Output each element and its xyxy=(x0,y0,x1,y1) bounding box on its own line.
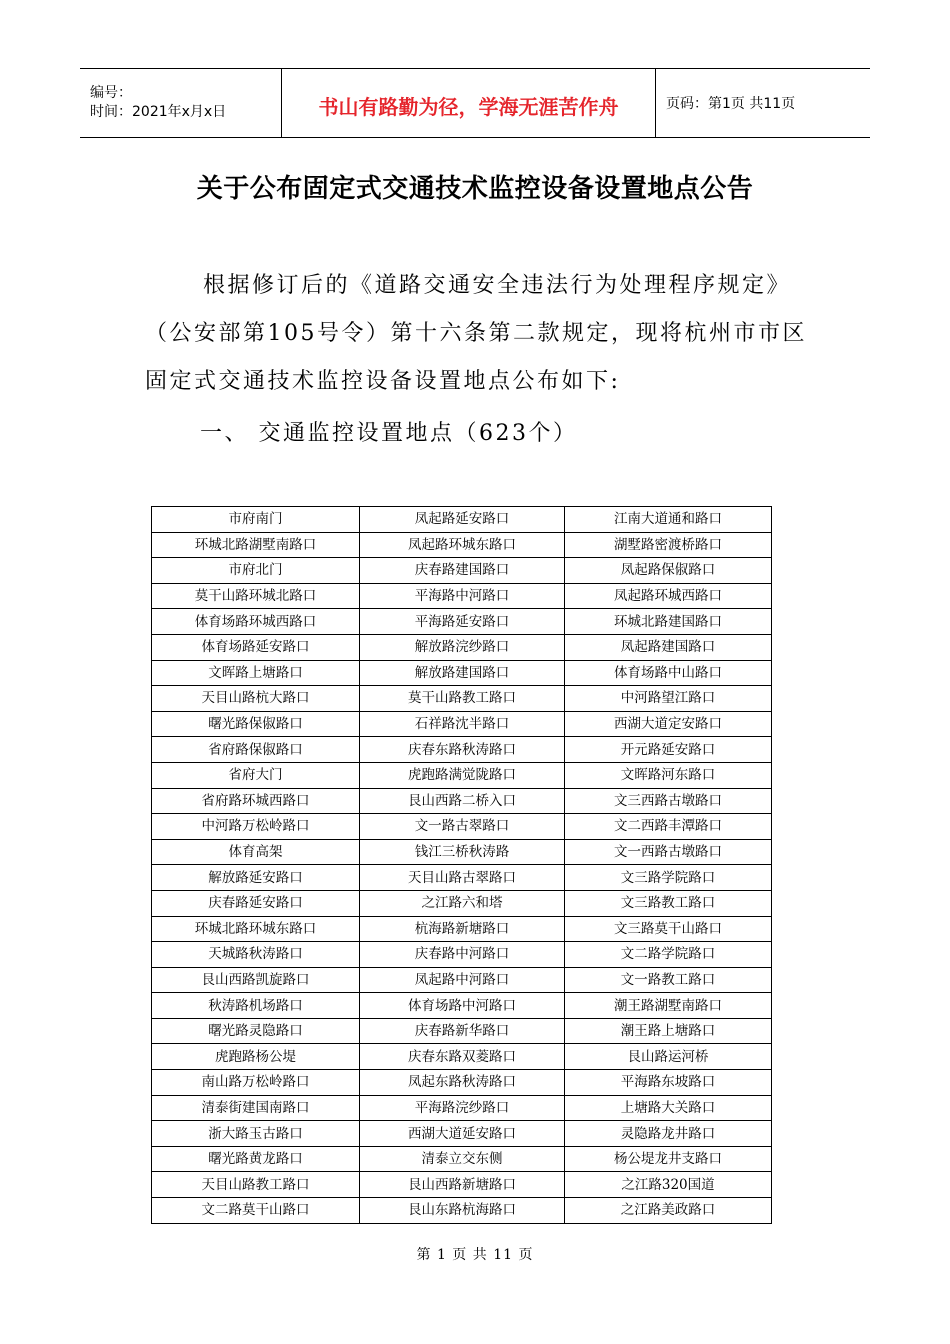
table-cell: 庆春东路双菱路口 xyxy=(360,1044,565,1070)
table-cell: 西湖大道延安路口 xyxy=(360,1121,565,1147)
document-header xyxy=(80,68,870,138)
table-cell: 中河路万松岭路口 xyxy=(152,814,360,840)
table-row xyxy=(152,660,772,686)
table-cell: 曙光路保俶路口 xyxy=(152,711,360,737)
table-cell: 曙光路灵隐路口 xyxy=(152,1018,360,1044)
table-cell: 体育场路环城西路口 xyxy=(152,609,360,635)
table-row xyxy=(152,1018,772,1044)
table-cell: 体育高架 xyxy=(152,839,360,865)
table-cell: 莫干山路环城北路口 xyxy=(152,583,360,609)
table-cell: 开元路延安路口 xyxy=(565,737,772,763)
table-row xyxy=(152,711,772,737)
table-cell: 文晖路河东路口 xyxy=(565,762,772,788)
table-cell: 文一西路古墩路口 xyxy=(565,839,772,865)
table-row xyxy=(152,1198,772,1224)
table-cell: 曙光路黄龙路口 xyxy=(152,1146,360,1172)
table-cell: 秋涛路机场路口 xyxy=(152,993,360,1019)
table-cell: 江南大道通和路口 xyxy=(565,507,772,533)
table-cell: 平海路浣纱路口 xyxy=(360,1095,565,1121)
table-cell: 浙大路玉古路口 xyxy=(152,1121,360,1147)
table-row xyxy=(152,634,772,660)
table-cell: 庆春路新华路口 xyxy=(360,1018,565,1044)
document-title: 关于公布固定式交通技术监控设备设置地点公告 xyxy=(196,174,754,204)
table-cell: 潮王路湖墅南路口 xyxy=(565,993,772,1019)
section-heading: 一、 交通监控设置地点（623个） xyxy=(200,421,578,446)
table-cell: 环城北路湖墅南路口 xyxy=(152,532,360,558)
table-cell: 环城北路建国路口 xyxy=(565,609,772,635)
table-cell: 文二西路丰潭路口 xyxy=(565,814,772,840)
table-row xyxy=(152,1146,772,1172)
table-row xyxy=(152,558,772,584)
table-cell: 文三路教工路口 xyxy=(565,890,772,916)
table-cell: 中河路望江路口 xyxy=(565,686,772,712)
table-row xyxy=(152,865,772,891)
table-row xyxy=(152,583,772,609)
table-cell: 省府路环城西路口 xyxy=(152,788,360,814)
table-row xyxy=(152,1121,772,1147)
table-cell: 文一路教工路口 xyxy=(565,967,772,993)
table-cell: 文三路学院路口 xyxy=(565,865,772,891)
table-cell: 文三路莫干山路口 xyxy=(565,916,772,942)
table-cell: 艮山西路凯旋路口 xyxy=(152,967,360,993)
table-row xyxy=(152,839,772,865)
table-cell: 杭海路新塘路口 xyxy=(360,916,565,942)
table-cell: 平海路中河路口 xyxy=(360,583,565,609)
table-cell: 凤起路延安路口 xyxy=(360,507,565,533)
header-motto: 书山有路勤为径，学海无涯苦作舟 xyxy=(282,69,656,137)
table-cell: 凤起路中河路口 xyxy=(360,967,565,993)
intro-paragraph xyxy=(145,262,815,406)
table-cell: 天目山路教工路口 xyxy=(152,1172,360,1198)
table-cell: 艮山路运河桥 xyxy=(565,1044,772,1070)
table-cell: 石祥路沈半路口 xyxy=(360,711,565,737)
table-cell: 庆春路中河路口 xyxy=(360,942,565,968)
table-cell: 灵隐路龙井路口 xyxy=(565,1121,772,1147)
table-cell: 平海路东坡路口 xyxy=(565,1070,772,1096)
table-row xyxy=(152,532,772,558)
table-cell: 钱江三桥秋涛路 xyxy=(360,839,565,865)
location-table xyxy=(151,506,772,1224)
table-cell: 清泰立交东侧 xyxy=(360,1146,565,1172)
table-cell: 凤起东路秋涛路口 xyxy=(360,1070,565,1096)
table-row xyxy=(152,1070,772,1096)
header-meta xyxy=(80,69,282,137)
table-cell: 杨公堤龙井支路口 xyxy=(565,1146,772,1172)
table-row xyxy=(152,814,772,840)
table-cell: 庆春路建国路口 xyxy=(360,558,565,584)
table-cell: 平海路延安路口 xyxy=(360,609,565,635)
table-cell: 庆春路延安路口 xyxy=(152,890,360,916)
table-cell: 凤起路环城西路口 xyxy=(565,583,772,609)
table-cell: 文晖路上塘路口 xyxy=(152,660,360,686)
table-cell: 环城北路环城东路口 xyxy=(152,916,360,942)
table-cell: 文三西路古墩路口 xyxy=(565,788,772,814)
table-cell: 省府路保俶路口 xyxy=(152,737,360,763)
table-cell: 省府大门 xyxy=(152,762,360,788)
table-cell: 体育场路延安路口 xyxy=(152,634,360,660)
table-row xyxy=(152,993,772,1019)
table-row xyxy=(152,1172,772,1198)
header-time: 时间：2021年x月x日 xyxy=(90,104,227,120)
table-cell: 市府南门 xyxy=(152,507,360,533)
table-cell: 文一路古翠路口 xyxy=(360,814,565,840)
table-cell: 艮山西路新塘路口 xyxy=(360,1172,565,1198)
table-row xyxy=(152,686,772,712)
table-cell: 庆春东路秋涛路口 xyxy=(360,737,565,763)
table-cell: 虎跑路杨公堤 xyxy=(152,1044,360,1070)
table-cell: 解放路浣纱路口 xyxy=(360,634,565,660)
table-cell: 艮山东路杭海路口 xyxy=(360,1198,565,1224)
table-cell: 体育场路中河路口 xyxy=(360,993,565,1019)
table-row xyxy=(152,609,772,635)
table-cell: 文二路学院路口 xyxy=(565,942,772,968)
table-cell: 清泰街建国南路口 xyxy=(152,1095,360,1121)
table-cell: 艮山西路二桥入口 xyxy=(360,788,565,814)
table-cell: 凤起路保俶路口 xyxy=(565,558,772,584)
table-cell: 凤起路环城东路口 xyxy=(360,532,565,558)
table-cell: 之江路六和塔 xyxy=(360,890,565,916)
table-cell: 西湖大道定安路口 xyxy=(565,711,772,737)
table-cell: 潮王路上塘路口 xyxy=(565,1018,772,1044)
table-cell: 解放路延安路口 xyxy=(152,865,360,891)
header-page-info: 页码：第1页 共11页 xyxy=(666,96,796,112)
table-row xyxy=(152,890,772,916)
table-cell: 体育场路中山路口 xyxy=(565,660,772,686)
table-row xyxy=(152,737,772,763)
table-cell: 湖墅路密渡桥路口 xyxy=(565,532,772,558)
table-cell: 解放路建国路口 xyxy=(360,660,565,686)
table-cell: 南山路万松岭路口 xyxy=(152,1070,360,1096)
page-footer: 第 1 页 共 11 页 xyxy=(416,1247,534,1263)
table-cell: 文二路莫干山路口 xyxy=(152,1198,360,1224)
table-row xyxy=(152,916,772,942)
table-row xyxy=(152,942,772,968)
table-cell: 天目山路杭大路口 xyxy=(152,686,360,712)
table-row xyxy=(152,507,772,533)
location-table-body xyxy=(152,507,772,1224)
table-cell: 之江路320国道 xyxy=(565,1172,772,1198)
table-cell: 凤起路建国路口 xyxy=(565,634,772,660)
table-cell: 天城路秋涛路口 xyxy=(152,942,360,968)
table-row xyxy=(152,1044,772,1070)
table-cell: 市府北门 xyxy=(152,558,360,584)
header-number: 编号： xyxy=(90,85,132,101)
table-cell: 之江路美政路口 xyxy=(565,1198,772,1224)
table-row xyxy=(152,788,772,814)
table-row xyxy=(152,1095,772,1121)
table-cell: 虎跑路满觉陇路口 xyxy=(360,762,565,788)
table-row xyxy=(152,967,772,993)
intro-paragraph-text: 根据修订后的《道路交通安全违法行为处理程序规定》（公安部第105号令）第十六条第二款规定，现将杭州市市区固定式交通技术监控设备设置地点公布如下: xyxy=(145,273,807,394)
table-row xyxy=(152,762,772,788)
table-cell: 天目山路古翠路口 xyxy=(360,865,565,891)
table-cell: 莫干山路教工路口 xyxy=(360,686,565,712)
table-cell: 上塘路大关路口 xyxy=(565,1095,772,1121)
